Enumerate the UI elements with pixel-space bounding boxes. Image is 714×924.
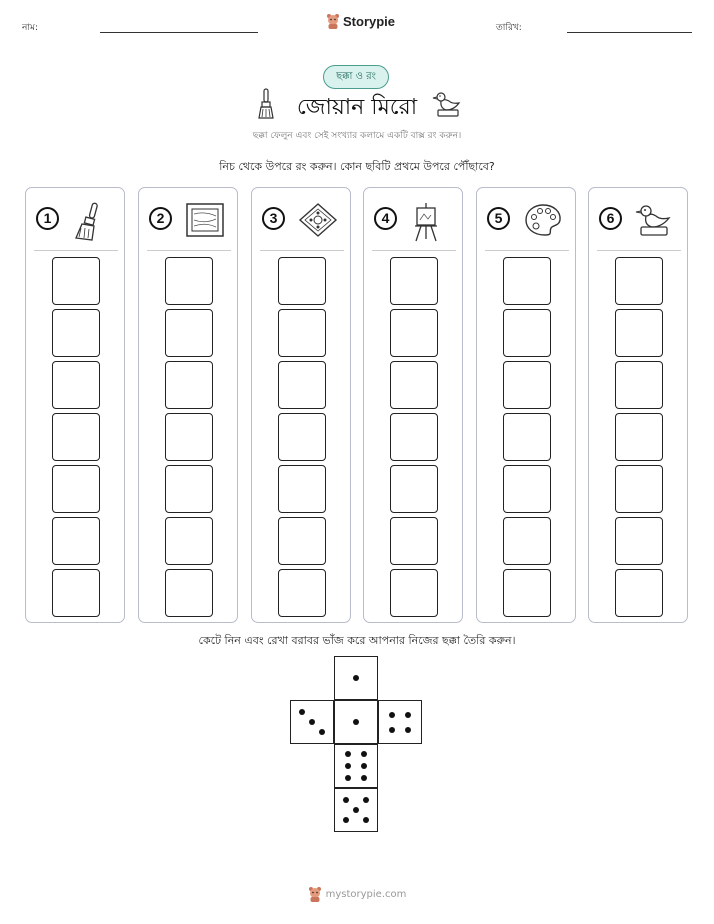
column-number: 2	[149, 207, 172, 230]
palette-icon	[523, 202, 563, 242]
die-pip	[389, 727, 395, 733]
color-box[interactable]	[390, 569, 438, 617]
color-box[interactable]	[278, 361, 326, 409]
color-box[interactable]	[165, 257, 213, 305]
instruction-text: নিচ থেকে উপরে রং করুন। কোন ছবিটি প্রথমে উপরে পৌঁছাবে?	[219, 160, 495, 173]
subtitle: ছক্কা ফেলুন এবং সেই সংখ্যার কলামে একটি বাক্স রং করুন।	[252, 131, 462, 141]
color-box[interactable]	[615, 309, 663, 357]
die-face-1	[334, 700, 378, 744]
die-pip	[405, 712, 411, 718]
die-pip	[405, 727, 411, 733]
column-number: 3	[262, 207, 285, 230]
color-box[interactable]	[503, 569, 551, 617]
color-box[interactable]	[503, 517, 551, 565]
bear-mascot-icon	[326, 13, 340, 29]
color-box[interactable]	[165, 517, 213, 565]
die-face-1	[334, 656, 378, 700]
column-divider	[597, 250, 681, 251]
column-number: 1	[36, 207, 59, 230]
dice-column-1	[25, 187, 125, 623]
column-header	[252, 188, 350, 250]
color-box[interactable]	[503, 361, 551, 409]
die-pip	[361, 775, 367, 781]
color-box[interactable]	[503, 413, 551, 461]
brand-logo	[326, 13, 395, 29]
column-divider	[147, 250, 231, 251]
color-box[interactable]	[165, 309, 213, 357]
column-number: 5	[487, 207, 510, 230]
color-box[interactable]	[165, 465, 213, 513]
column-header	[364, 188, 462, 250]
page-title: জোয়ান মিরো	[296, 95, 418, 120]
dice-column-6	[588, 187, 688, 623]
die-face-5	[334, 788, 378, 832]
name-label: নাম:	[22, 23, 39, 33]
color-box[interactable]	[390, 413, 438, 461]
column-header	[477, 188, 575, 250]
color-box[interactable]	[165, 413, 213, 461]
color-box[interactable]	[278, 517, 326, 565]
die-pip	[345, 751, 351, 757]
cutout-instruction: কেটে নিন এবং রেখা বরাবর ভাঁজ করে আপনার নিজের ছক্কা তৈরি করুন।	[198, 634, 516, 647]
bird-sculpture-icon	[635, 202, 671, 242]
color-box[interactable]	[52, 465, 100, 513]
dice-column-2	[138, 187, 238, 623]
die-face-3	[290, 700, 334, 744]
color-box[interactable]	[165, 569, 213, 617]
die-face-4	[378, 700, 422, 744]
date-label: তারিখ:	[496, 23, 522, 33]
die-pip	[343, 797, 349, 803]
color-box[interactable]	[52, 309, 100, 357]
footer-url[interactable]: mystorypie.com	[325, 888, 407, 900]
color-box[interactable]	[390, 361, 438, 409]
dice-column-5	[476, 187, 576, 623]
bear-mascot-icon	[308, 886, 322, 902]
column-header	[139, 188, 237, 250]
die-pip	[389, 712, 395, 718]
die-pip	[361, 751, 367, 757]
color-box[interactable]	[278, 465, 326, 513]
color-box[interactable]	[503, 257, 551, 305]
framed-painting-icon	[185, 202, 225, 242]
die-pip	[319, 729, 325, 735]
date-line[interactable]	[567, 32, 692, 33]
color-box[interactable]	[503, 465, 551, 513]
color-box[interactable]	[390, 257, 438, 305]
color-box[interactable]	[278, 413, 326, 461]
easel-icon	[410, 202, 442, 246]
column-divider	[485, 250, 569, 251]
color-box[interactable]	[615, 517, 663, 565]
color-box[interactable]	[52, 517, 100, 565]
color-box[interactable]	[52, 413, 100, 461]
category-badge: ছক্কা ও রং	[323, 65, 389, 89]
color-box[interactable]	[390, 517, 438, 565]
die-pip	[345, 775, 351, 781]
color-box[interactable]	[615, 413, 663, 461]
color-box[interactable]	[615, 569, 663, 617]
column-number: 4	[374, 207, 397, 230]
color-box[interactable]	[278, 569, 326, 617]
die-pip	[353, 675, 359, 681]
color-box[interactable]	[503, 309, 551, 357]
column-divider	[34, 250, 118, 251]
column-divider	[260, 250, 344, 251]
color-box[interactable]	[390, 309, 438, 357]
die-pip	[353, 719, 359, 725]
bird-sculpture-icon	[432, 90, 462, 118]
name-line[interactable]	[100, 32, 258, 33]
color-box[interactable]	[52, 361, 100, 409]
color-box[interactable]	[52, 257, 100, 305]
color-box[interactable]	[390, 465, 438, 513]
color-box[interactable]	[165, 361, 213, 409]
column-header	[26, 188, 124, 250]
die-pip	[361, 763, 367, 769]
die-pip	[299, 709, 305, 715]
paintbrush-icon	[255, 88, 277, 120]
die-face-6	[334, 744, 378, 788]
color-box[interactable]	[615, 257, 663, 305]
column-header	[589, 188, 687, 250]
color-box[interactable]	[278, 257, 326, 305]
color-box[interactable]	[615, 465, 663, 513]
dice-column-3	[251, 187, 351, 623]
title-row	[0, 88, 714, 122]
page-header	[0, 0, 714, 50]
page-footer	[0, 884, 714, 904]
brand-name: Storypie	[343, 13, 396, 29]
die-cutout	[290, 656, 424, 836]
die-pip	[345, 763, 351, 769]
column-number: 6	[599, 207, 622, 230]
decorative-tile-icon	[298, 202, 338, 242]
die-pip	[363, 817, 369, 823]
dice-column-4	[363, 187, 463, 623]
paintbrush-icon	[72, 202, 106, 246]
color-box[interactable]	[278, 309, 326, 357]
column-divider	[372, 250, 456, 251]
color-box[interactable]	[615, 361, 663, 409]
die-pip	[343, 817, 349, 823]
color-box[interactable]	[52, 569, 100, 617]
die-pip	[309, 719, 315, 725]
die-pip	[363, 797, 369, 803]
die-pip	[353, 807, 359, 813]
